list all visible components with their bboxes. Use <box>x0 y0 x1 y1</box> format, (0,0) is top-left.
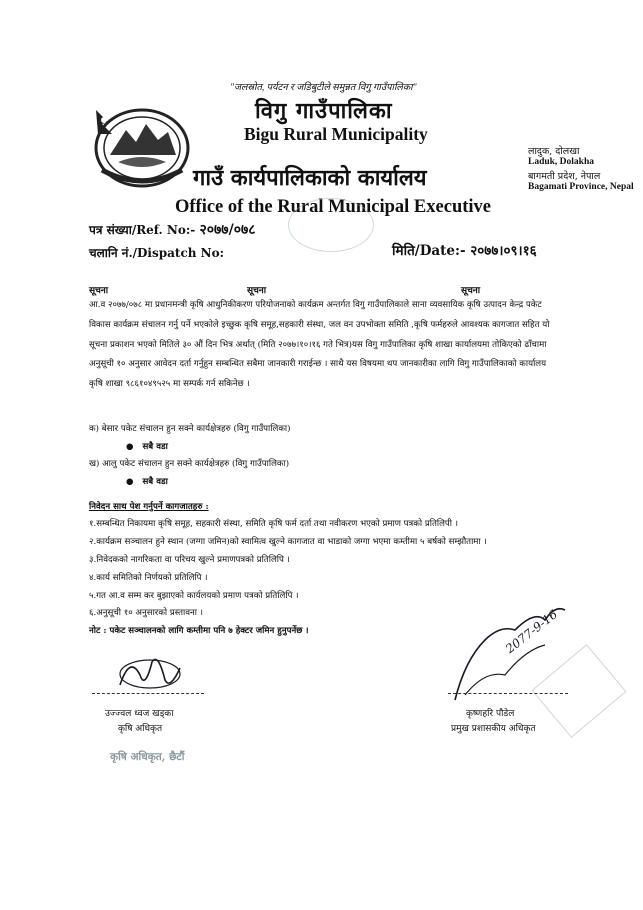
notice-heading-left: सूचना <box>89 286 109 296</box>
left-signatory-name: उज्ज्वल ध्वज खड्का <box>105 709 174 719</box>
municipality-name-en: Bigu Rural Municipality <box>244 124 428 144</box>
notice-heading-center: सूचना <box>247 286 267 296</box>
dispatch-number <box>89 244 224 261</box>
address-line-2: Laduk, Dolakha <box>528 157 595 167</box>
ref-value: २०७७/०७८ <box>199 222 256 238</box>
doc-item-3: ३.निवेदकको नागरिकता वा परिचय खुल्ने प्रमाणपत्रको प्रतिलिपि । <box>89 555 290 565</box>
office-name-en: Office of the Rural Municipal Executive <box>175 197 491 217</box>
doc-item-1: १.सम्बन्धित निकायमा कृषि समूह, सहकारी संस्था, समिति कृषि फर्म दर्ता तथा नवीकरण भएको प्रमाण पत्रको प्रतिलिपी । <box>89 519 459 529</box>
date <box>392 241 537 259</box>
item-ka-bullet: ● सबै वडा <box>126 442 168 452</box>
motto: "जलस्रोत, पर्यटन र जडिबुटीले समुन्नत विगु गाउँपालिका" <box>230 83 417 93</box>
notice-heading-right: सूचना <box>461 286 481 296</box>
doc-item-2: २.कार्यक्रम सञ्चालन हुने स्थान (जग्गा जमिन)को स्वामित्व खुल्ने कागजात वा भाडाको जग्गा भएमा कम्तीमा ५ बर्षको सम्झौतामा । <box>89 537 487 547</box>
office-stamp <box>288 198 374 252</box>
item-kha-bullet-text: सबै वडा <box>142 477 168 487</box>
notice-paragraph: आ.व २०७७/०७८ मा प्रधानमन्त्री कृषि आधुनिकीकरण परियोजनाको कार्यक्रम अन्तर्गत विगु गाउँपालिकाले साना व्यवसायिक कृषि उत्पादन केन्द्र पकेट विकास कार्यक्रम संचालन गर्नु पर्ने भएकोले इच्छुक कृषि समूह,सहकारी संस्था, जल वन उपभोक्ता समिति ,कृषि फर्महरुले आवश्यक कागजात सहित यो सूचना प्रकाशन भएको मितिले ३० औं दिन भित्र अर्थात् (मिति २०७७।१०।१६ गते भित्र)यस विगु गाउँपालिका कृषि शाखा कार्यालयमा तोकिएको ढाँचामा अनुसूची १० अनुसार आवेदन दर्ता गर्नुहुन सम्बन्धित सबैमा जानकारी गराईन्छ । साथै यस विषयमा थप जानकारीका लागि विगु गाउँपालिकाको कार्यालय कृषि शाखा ९८६१०४९५२५ मा सम्पर्क गर्न सकिनेछ । <box>89 300 550 390</box>
doc-item-5: ५.गत आ.व सम्म कर बुझाएको कार्यलयको प्रमाण पत्रको प्रतिलिपि । <box>89 591 299 601</box>
date-value: २०७७।०९।१६ <box>470 243 537 259</box>
item-ka-bullet-text: सबै वडा <box>142 442 168 452</box>
ref-label: पत्र संख्या/Ref. No:- <box>89 223 196 237</box>
left-official-stamp: कृषि अधिकृत, छैटौं <box>110 751 185 763</box>
left-signatory-title: कृषि अधिकृत <box>118 724 163 734</box>
right-signatory-name: कृष्णहरि पौडेल <box>466 709 515 719</box>
left-signature-line <box>92 693 204 694</box>
doc-item-4: ४.कार्य समितिको निर्णयको प्रतिलिपि । <box>89 573 208 583</box>
note: नोट : पकेट सञ्चालनको लागि कम्तीमा पनि ७ हेक्टर जमिन हुनुपर्नेछ । <box>89 626 309 636</box>
right-signatory-title: प्रमुख प्रशासकीय अधिकृत <box>451 724 536 734</box>
dispatch-label: चलानि नं./Dispatch No: <box>89 246 225 260</box>
item-kha: ख) आलु पकेट संचालन हुन सक्ने कार्यक्षेत्रहरु (विगु गाउँपालिका) <box>89 459 290 469</box>
right-handwritten-date: 2077-9-16 <box>503 607 561 657</box>
address-line-3: बागमती प्रदेश, नेपाल <box>528 171 601 182</box>
address-line-4: Bagamati Province, Nepal <box>528 182 634 192</box>
item-kha-bullet: ● सबै वडा <box>126 477 168 487</box>
municipality-name-np: विगु गाउँपालिका <box>255 98 393 124</box>
right-signature-line <box>448 693 568 694</box>
item-ka: क) बेसार पकेट संचालन हुन सक्ने कार्यक्षेत्रहरु (विगु गाउँपालिका) <box>89 424 291 434</box>
office-name-np: गाउँ कार्यपालिकाको कार्यालय <box>193 165 427 191</box>
ref-number <box>89 220 256 239</box>
left-signature <box>110 650 190 695</box>
docs-heading: निवेदन साथ पेश गर्नुपर्ने कागजातहरु : <box>89 502 209 512</box>
doc-item-6: ६.अनुसूची १० अनुसारको प्रस्तावना । <box>89 608 203 618</box>
date-label: मिति/Date:- <box>392 243 466 259</box>
address-line-1: लादुक, दोलखा <box>528 146 580 157</box>
municipality-emblem <box>88 100 196 190</box>
